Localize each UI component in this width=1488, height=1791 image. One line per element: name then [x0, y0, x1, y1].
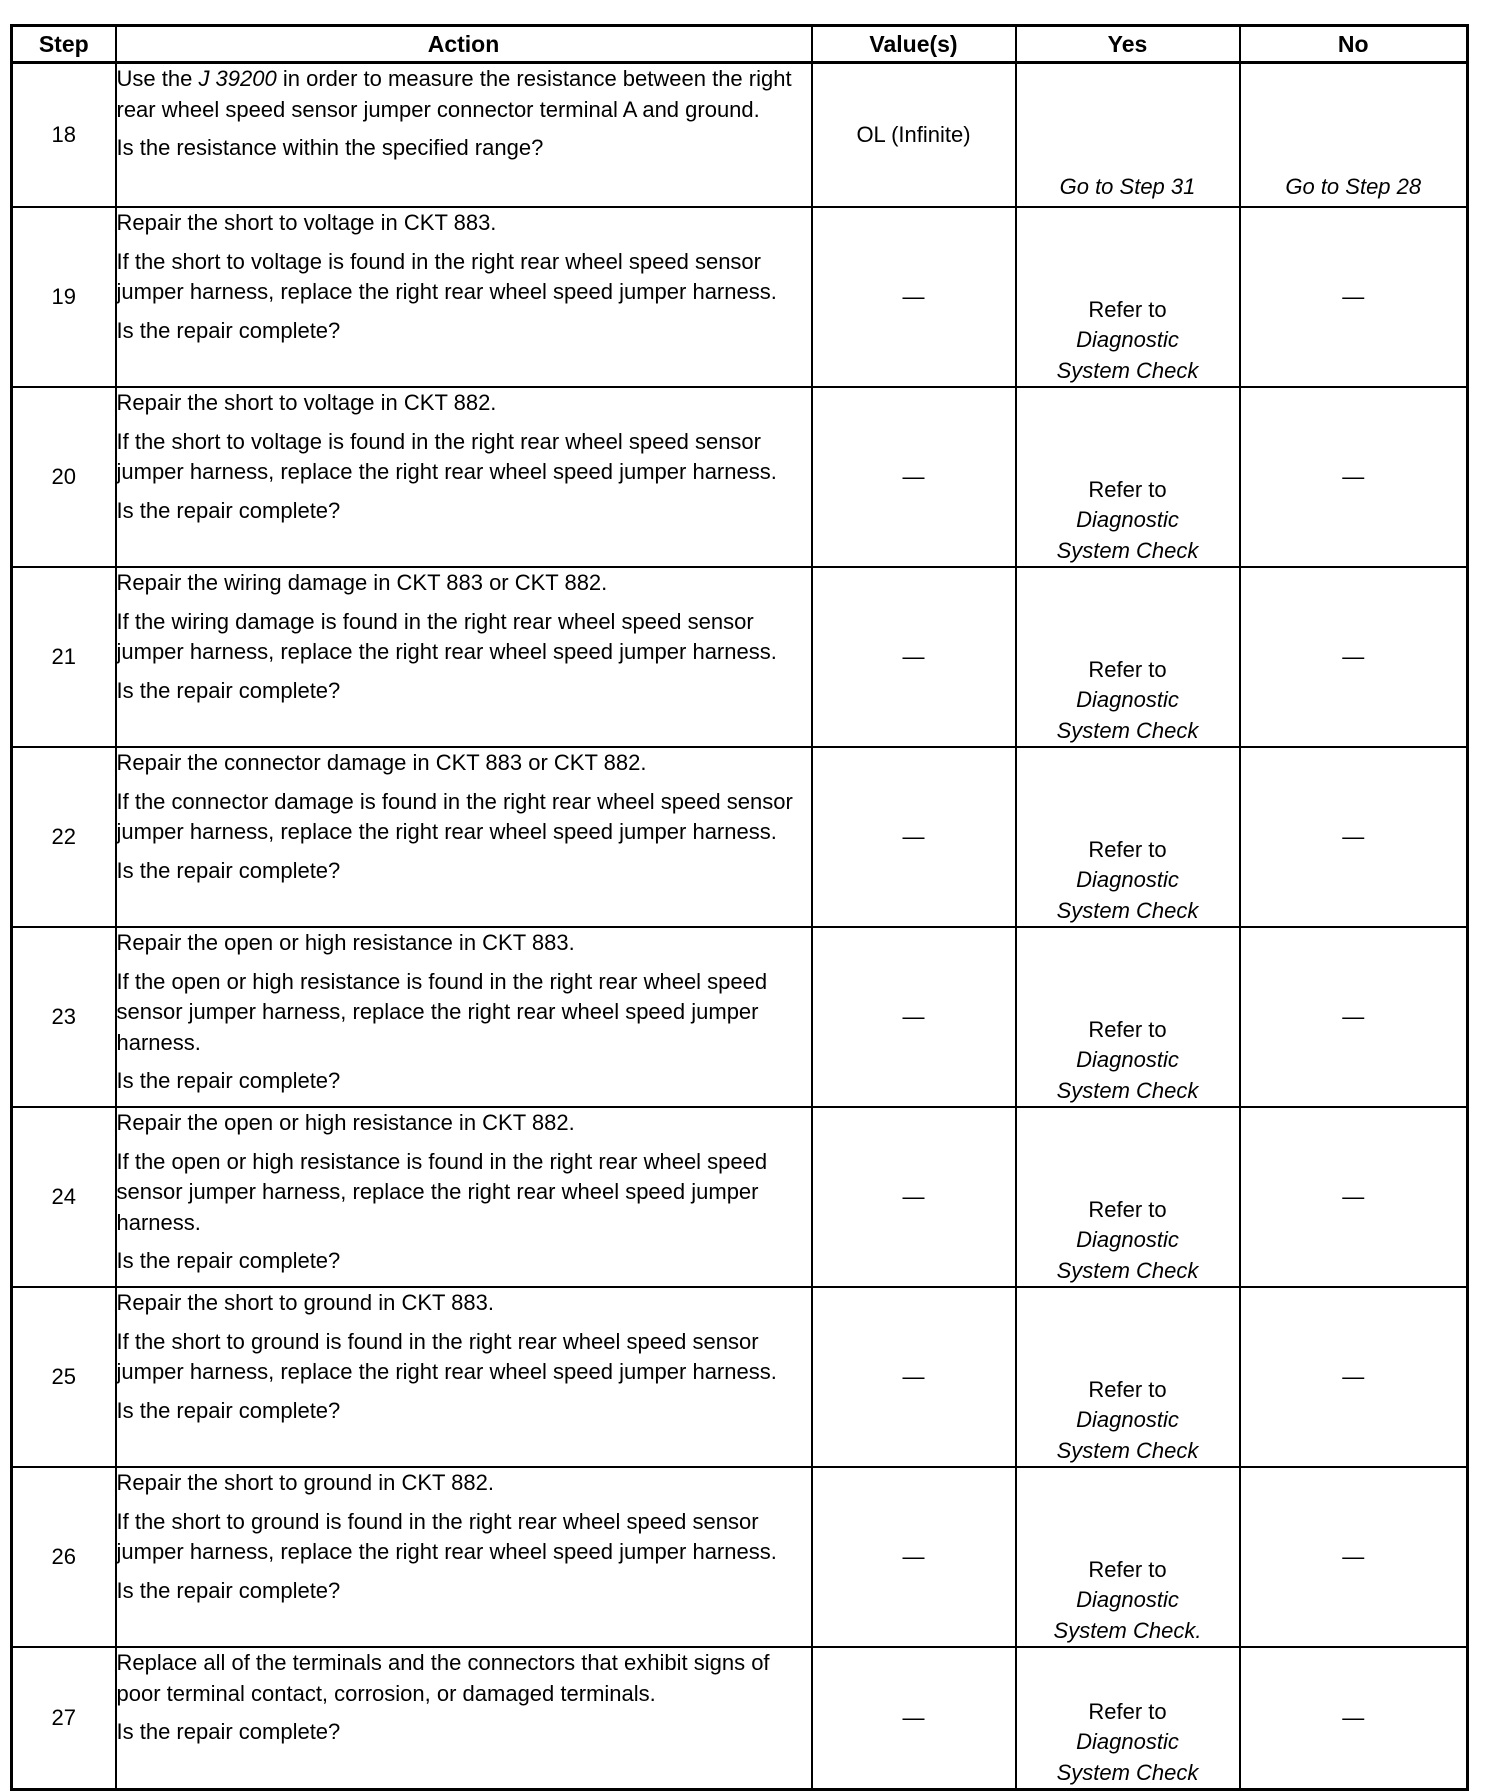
- step-number: 23: [12, 927, 116, 1107]
- action-question: Is the repair complete?: [116, 1248, 341, 1273]
- yes-link[interactable]: [1016, 1287, 1240, 1467]
- step-number: 21: [12, 567, 116, 747]
- action-instruction: Repair the short to voltage in CKT 882.: [116, 390, 497, 415]
- yes-link[interactable]: Go to Step 31: [1016, 63, 1240, 208]
- action-question: Is the repair complete?: [116, 497, 341, 523]
- yes-refer: Refer to: [1088, 476, 1167, 502]
- step-number: 19: [12, 207, 116, 387]
- action-cell: [116, 747, 812, 927]
- action-cell: [116, 207, 812, 387]
- header-row: [12, 26, 1468, 63]
- action-instruction: Repair the connector damage in CKT 883 or CKT 882.: [116, 750, 647, 775]
- step-number: 26: [12, 1467, 116, 1647]
- no-cell: —: [1240, 567, 1468, 747]
- no-cell: —: [1240, 1647, 1468, 1790]
- yes-target: Diagnostic: [1076, 1729, 1179, 1754]
- yes-target: Diagnostic: [1076, 507, 1179, 532]
- action-cell: [116, 567, 812, 747]
- value-cell: —: [812, 1287, 1016, 1467]
- action-question: Is the repair complete?: [116, 317, 341, 343]
- action-instruction: If the short to voltage is found in the right rear wheel speed sensor jumper harness, replace the right rear wheel speed jumper harness.: [116, 428, 777, 484]
- yes-target: Diagnostic: [1076, 1407, 1179, 1432]
- action-question: Is the repair complete?: [116, 1719, 341, 1744]
- tool-reference: J 39200: [198, 66, 277, 91]
- no-cell: —: [1240, 1107, 1468, 1287]
- action-text: in order to measure the resistance between the right rear wheel speed sensor jumper connector terminal A and ground.: [116, 66, 792, 122]
- action-cell: [116, 1467, 812, 1647]
- action-cell: [116, 1107, 812, 1287]
- header-yes: Yes: [1016, 26, 1240, 63]
- action-instruction: [117, 64, 811, 125]
- action-cell: [116, 63, 812, 208]
- yes-refer: Refer to: [1088, 1556, 1167, 1582]
- table-row: [12, 1107, 1468, 1287]
- yes-target: System Check: [1056, 1077, 1199, 1103]
- step-number: 27: [12, 1647, 116, 1790]
- value-cell: —: [812, 927, 1016, 1107]
- action-instruction: Replace all of the terminals and the connectors that exhibit signs of poor terminal contact, corrosion, or damaged terminals.: [116, 1650, 770, 1706]
- action-instruction: If the short to voltage is found in the right rear wheel speed sensor jumper harness, replace the right rear wheel speed jumper harness.: [116, 248, 777, 304]
- action-instruction: Repair the wiring damage in CKT 883 or CKT 882.: [116, 570, 608, 595]
- step-number: 25: [12, 1287, 116, 1467]
- action-instruction: Repair the open or high resistance in CKT 882.: [116, 1110, 575, 1135]
- yes-target: Diagnostic: [1076, 327, 1179, 352]
- header-action: Action: [116, 26, 812, 63]
- action-question: Is the repair complete?: [116, 677, 341, 703]
- table-row: [12, 1467, 1468, 1647]
- no-cell: —: [1240, 1467, 1468, 1647]
- table-row: [12, 1647, 1468, 1790]
- action-instruction: If the connector damage is found in the right rear wheel speed sensor jumper harness, replace the right rear wheel speed jumper harness.: [116, 788, 793, 844]
- table-row: [12, 1287, 1468, 1467]
- table-row: [12, 63, 1468, 208]
- yes-link[interactable]: [1016, 207, 1240, 387]
- action-cell: [116, 387, 812, 567]
- action-cell: [116, 1647, 812, 1790]
- yes-refer: Refer to: [1088, 296, 1167, 322]
- yes-link[interactable]: [1016, 927, 1240, 1107]
- yes-target: System Check: [1056, 1257, 1199, 1283]
- action-instruction: Repair the short to ground in CKT 882.: [116, 1470, 494, 1495]
- no-cell: —: [1240, 207, 1468, 387]
- yes-target: System Check: [1056, 537, 1199, 563]
- no-cell: —: [1240, 927, 1468, 1107]
- yes-refer: Refer to: [1088, 656, 1167, 682]
- no-cell: —: [1240, 747, 1468, 927]
- table-row: [12, 747, 1468, 927]
- action-question: Is the repair complete?: [116, 857, 341, 883]
- yes-link[interactable]: [1016, 1107, 1240, 1287]
- table-row: [12, 387, 1468, 567]
- yes-link[interactable]: [1016, 567, 1240, 747]
- yes-target: Diagnostic: [1076, 1227, 1179, 1252]
- yes-link[interactable]: [1016, 747, 1240, 927]
- action-question: Is the repair complete?: [116, 1397, 341, 1423]
- value-cell: —: [812, 387, 1016, 567]
- table-row: [12, 927, 1468, 1107]
- yes-link[interactable]: [1016, 1647, 1240, 1790]
- yes-refer: Refer to: [1088, 836, 1167, 862]
- action-question: Is the resistance within the specified range?: [116, 135, 544, 160]
- yes-target: System Check: [1056, 717, 1199, 743]
- action-instruction: Repair the short to ground in CKT 883.: [116, 1290, 494, 1315]
- table-row: [12, 207, 1468, 387]
- yes-target: Diagnostic: [1076, 867, 1179, 892]
- value-cell: —: [812, 1467, 1016, 1647]
- value-cell: —: [812, 567, 1016, 747]
- step-number: 22: [12, 747, 116, 927]
- value-cell: —: [812, 747, 1016, 927]
- action-question: Is the repair complete?: [116, 1068, 341, 1093]
- action-instruction: If the open or high resistance is found in the right rear wheel speed sensor jumper harness, replace the right rear wheel speed jumper harness.: [116, 968, 768, 1055]
- yes-target: System Check: [1056, 357, 1199, 383]
- header-values: Value(s): [812, 26, 1016, 63]
- yes-target: Diagnostic: [1076, 1587, 1179, 1612]
- action-instruction: If the short to ground is found in the right rear wheel speed sensor jumper harness, replace the right rear wheel speed jumper harness.: [116, 1328, 777, 1384]
- yes-link[interactable]: [1016, 387, 1240, 567]
- diagnostic-table-page: [10, 24, 1466, 1791]
- value-cell: —: [812, 207, 1016, 387]
- yes-refer: Refer to: [1088, 1016, 1167, 1042]
- yes-target: Diagnostic: [1076, 1047, 1179, 1072]
- table-row: [12, 567, 1468, 747]
- action-instruction: If the short to ground is found in the right rear wheel speed sensor jumper harness, replace the right rear wheel speed jumper harness.: [116, 1508, 777, 1564]
- yes-target: System Check: [1056, 897, 1199, 923]
- diagnostic-table: [10, 24, 1469, 1791]
- action-text: Use the: [116, 66, 199, 91]
- header-no: No: [1240, 26, 1468, 63]
- step-number: 24: [12, 1107, 116, 1287]
- action-cell: [116, 1287, 812, 1467]
- value-cell: —: [812, 1647, 1016, 1790]
- yes-target: System Check: [1056, 1759, 1199, 1785]
- yes-refer: Refer to: [1088, 1376, 1167, 1402]
- no-cell: —: [1240, 387, 1468, 567]
- yes-refer: Refer to: [1088, 1196, 1167, 1222]
- action-instruction: Repair the open or high resistance in CKT 883.: [116, 930, 575, 955]
- no-link[interactable]: Go to Step 28: [1240, 63, 1468, 208]
- yes-target: System Check.: [1053, 1617, 1202, 1643]
- action-question: Is the repair complete?: [116, 1577, 341, 1603]
- yes-link[interactable]: [1016, 1467, 1240, 1647]
- no-cell: —: [1240, 1287, 1468, 1467]
- action-instruction: If the wiring damage is found in the right rear wheel speed sensor jumper harness, replace the right rear wheel speed jumper harness.: [116, 608, 777, 664]
- header-step: Step: [12, 26, 116, 63]
- action-instruction: If the open or high resistance is found in the right rear wheel speed sensor jumper harness, replace the right rear wheel speed jumper harness.: [116, 1148, 768, 1235]
- value-cell: OL (Infinite): [812, 63, 1016, 208]
- value-cell: —: [812, 1107, 1016, 1287]
- action-cell: [116, 927, 812, 1107]
- yes-target: Diagnostic: [1076, 687, 1179, 712]
- action-instruction: Repair the short to voltage in CKT 883.: [116, 210, 497, 235]
- step-number: 18: [12, 63, 116, 208]
- step-number: 20: [12, 387, 116, 567]
- yes-refer: Refer to: [1088, 1698, 1167, 1724]
- yes-target: System Check: [1056, 1437, 1199, 1463]
